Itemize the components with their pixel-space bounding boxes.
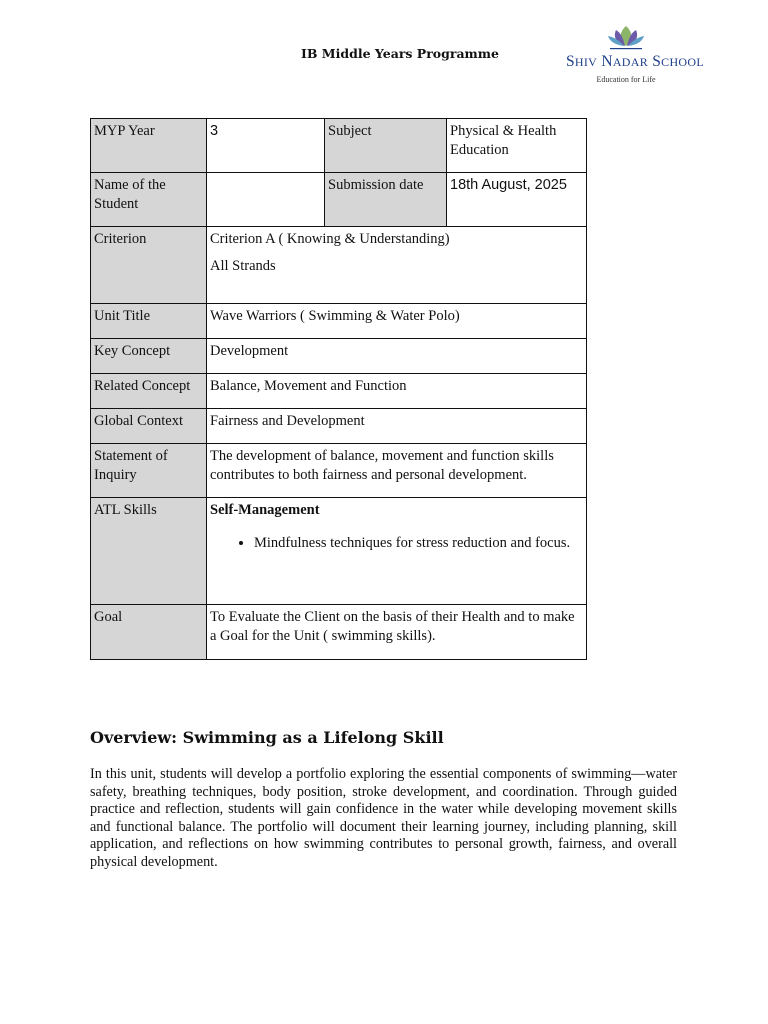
programme-title: IB Middle Years Programme (301, 46, 499, 61)
table-row (91, 173, 587, 227)
table-row (91, 409, 587, 444)
related-concept-label: Related Concept (91, 374, 207, 409)
myp-year-label: MYP Year (91, 119, 207, 173)
table-row (91, 227, 587, 304)
school-name: SHIV NADAR SCHOOL (566, 53, 704, 70)
table-row (91, 444, 587, 498)
overview-paragraph: In this unit, students will develop a portfolio exploring the essential components of swimming—water safety, breathing techniques, body position, stroke development, and coordination. Through guided practice and reflection, students will gain confidence in the water while developing movement skills and functional balance. The portfolio will document their learning journey, including planning, skill application, and reflections on how swimming contributes to personal growth, fairness, and overall physical development. (90, 766, 677, 870)
global-context-value: Fairness and Development (207, 409, 587, 444)
criterion-line: Criterion A ( Knowing & Understanding) (210, 231, 450, 247)
criterion-strands: All Strands (210, 258, 276, 274)
submission-date-label: Submission date (325, 173, 447, 227)
unit-title-value: Wave Warriors ( Swimming & Water Polo) (207, 304, 587, 339)
atl-list (210, 534, 583, 553)
table-row (91, 339, 587, 374)
atl-skills-label: ATL Skills (91, 498, 207, 605)
assessment-info-table (90, 118, 587, 660)
criterion-label: Criterion (91, 227, 207, 304)
criterion-value (207, 227, 587, 304)
related-concept-value: Balance, Movement and Function (207, 374, 587, 409)
table-row (91, 304, 587, 339)
student-name-label: Name of the Student (91, 173, 207, 227)
school-tagline: Education for Life (596, 75, 656, 84)
statement-of-inquiry-value: The development of balance, movement and function skills contributes to both fairness and personal development. (207, 444, 587, 498)
lotus-icon (604, 24, 648, 52)
myp-year-value: 3 (207, 119, 325, 173)
atl-heading: Self-Management (210, 502, 320, 518)
table-row (91, 374, 587, 409)
table-row (91, 119, 587, 173)
submission-date-value: 18th August, 2025 (447, 173, 587, 227)
table-row (91, 498, 587, 605)
overview-heading: Overview: Swimming as a Lifelong Skill (90, 728, 444, 747)
table-row (91, 605, 587, 660)
subject-label: Subject (325, 119, 447, 173)
global-context-label: Global Context (91, 409, 207, 444)
key-concept-label: Key Concept (91, 339, 207, 374)
list-item: • Mindfulness techniques for stress reduction and focus. (254, 534, 583, 553)
statement-of-inquiry-label: Statement of Inquiry (91, 444, 207, 498)
subject-value: Physical & Health Education (447, 119, 587, 173)
key-concept-value: Development (207, 339, 587, 374)
goal-value: To Evaluate the Client on the basis of their Health and to make a Goal for the Unit ( swimming skills). (207, 605, 587, 660)
goal-label: Goal (91, 605, 207, 660)
student-name-value (207, 173, 325, 227)
school-logo (566, 24, 704, 94)
atl-skills-value (207, 498, 587, 605)
unit-title-label: Unit Title (91, 304, 207, 339)
